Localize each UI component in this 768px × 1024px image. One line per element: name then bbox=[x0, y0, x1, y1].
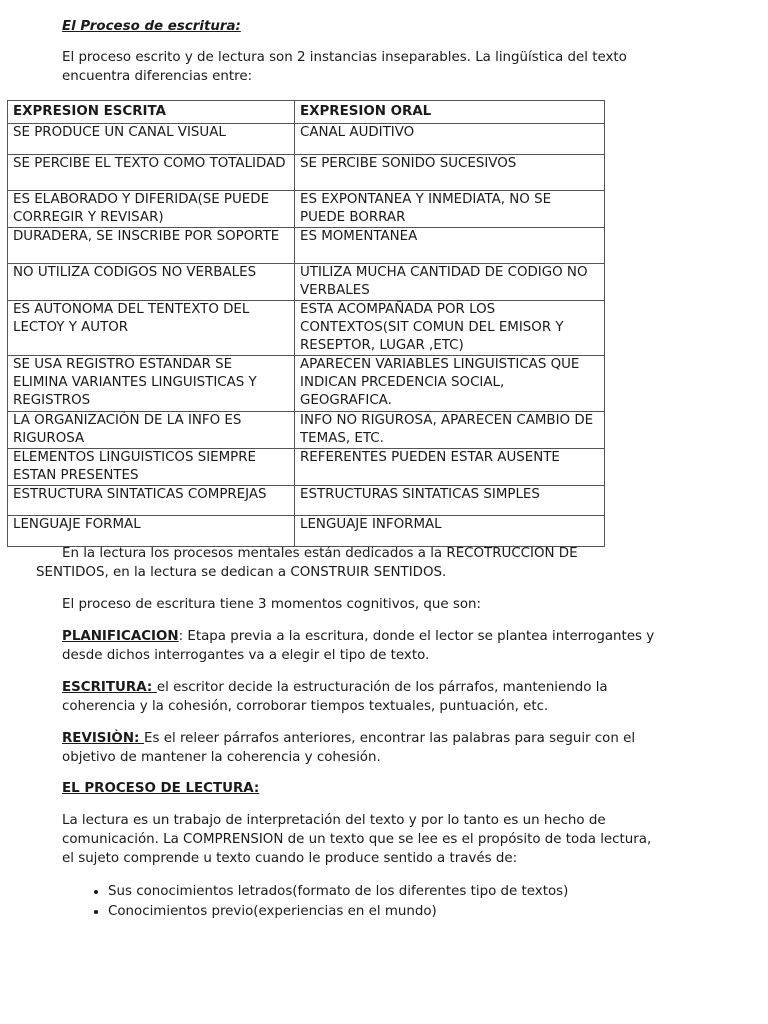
cell-oral: UTILIZA MUCHA CANTIDAD DE CODIGO NO VERBALES bbox=[295, 264, 605, 301]
table-row bbox=[8, 516, 605, 547]
table-row bbox=[8, 264, 605, 301]
cell-written: NO UTILIZA CODIGOS NO VERBALES bbox=[8, 264, 295, 301]
cell-oral: LENGUAJE INFORMAL bbox=[295, 516, 605, 547]
momentos-paragraph: El proceso de escritura tiene 3 momentos cognitivos, que son: bbox=[62, 597, 482, 612]
cell-oral: SE PERCIBE SONIDO SUCESIVOS bbox=[295, 155, 605, 191]
table-row bbox=[8, 412, 605, 449]
reading-paragraph-line1: En la lectura los procesos mentales están dedicados a la RECOTRUCCION DE bbox=[62, 546, 578, 561]
planificacion-label: PLANIFICACION bbox=[62, 629, 179, 644]
lectura-paragraph: La lectura es un trabajo de interpretación del texto y por lo tanto es un hecho de comunicación. La COMPRENSION de un texto que se lee es el propósito de toda lectura, el sujeto comprende u texto cuando le produce sentido a través de: bbox=[62, 813, 652, 866]
bullet-list bbox=[84, 882, 708, 922]
escritura-label: ESCRITURA: bbox=[62, 680, 157, 695]
table-row bbox=[8, 486, 605, 516]
escritura-text: el escritor decide la estructuración de los párrafos, manteniendo la coherencia y la cohesión, corroborar tiempos textuales, puntuación, etc. bbox=[62, 680, 608, 714]
cell-oral: INFO NO RIGUROSA, APARECEN CAMBIO DE TEMAS, ETC. bbox=[295, 412, 605, 449]
revision-label: REVISIÒN: bbox=[62, 731, 145, 746]
revision-paragraph bbox=[62, 729, 682, 767]
cell-written: SE USA REGISTRO ESTANDAR SE ELIMINA VARIANTES LINGUISTICAS Y REGISTROS bbox=[8, 356, 295, 412]
table-row bbox=[8, 356, 605, 412]
table-row bbox=[8, 228, 605, 264]
cell-written: ESTRUCTURA SINTATICAS COMPREJAS bbox=[8, 486, 295, 516]
cell-written: SE PERCIBE EL TEXTO COMO TOTALIDAD bbox=[8, 155, 295, 191]
cell-written: ES ELABORADO Y DIFERIDA(SE PUEDE CORREGIR Y REVISAR) bbox=[8, 191, 295, 228]
cell-oral: ES EXPONTANEA Y INMEDIATA, NO SE PUEDE BORRAR bbox=[295, 191, 605, 228]
planificacion-paragraph bbox=[62, 627, 682, 665]
escritura-paragraph bbox=[62, 678, 682, 716]
list-item: • Sus conocimientos letrados(formato de los diferentes tipo de textos) bbox=[108, 882, 708, 902]
cell-written: ELEMENTOS LINGUISTICOS SIEMPRE ESTAN PRESENTES bbox=[8, 449, 295, 486]
page-title: El Proceso de escritura: bbox=[62, 19, 241, 34]
cell-oral: APARECEN VARIABLES LINGUISTICAS QUE INDICAN PRCEDENCIA SOCIAL, GEOGRAFICA. bbox=[295, 356, 605, 412]
table-row bbox=[8, 301, 605, 356]
table-row bbox=[8, 449, 605, 486]
table-row bbox=[8, 124, 605, 155]
reading-paragraph-line2: SENTIDOS, en la lectura se dedican a CONSTRUIR SENTIDOS. bbox=[36, 565, 447, 580]
table-row bbox=[8, 191, 605, 228]
intro-paragraph: El proceso escrito y de lectura son 2 instancias inseparables. La lingüística del texto encuentra diferencias entre: bbox=[62, 50, 627, 84]
cell-oral: ESTRUCTURAS SINTATICAS SIMPLES bbox=[295, 486, 605, 516]
cell-oral: REFERENTES PUEDEN ESTAR AUSENTE bbox=[295, 449, 605, 486]
header-oral: EXPRESION ORAL bbox=[295, 101, 605, 124]
revision-text: Es el releer párrafos anteriores, encontrar las palabras para seguir con el objetivo de mantener la coherencia y cohesión. bbox=[62, 731, 636, 765]
cell-written: SE PRODUCE UN CANAL VISUAL bbox=[8, 124, 295, 155]
cell-written: ES AUTONOMA DEL TENTEXTO DEL LECTOY Y AUTOR bbox=[8, 301, 295, 356]
cell-written: LA ORGANIZACIÓN DE LA INFO ES RIGUROSA bbox=[8, 412, 295, 449]
cell-written: DURADERA, SE INSCRIBE POR SOPORTE bbox=[8, 228, 295, 264]
list-item: • Conocimientos previo(experiencias en el mundo) bbox=[108, 902, 708, 922]
table-header-row bbox=[8, 101, 605, 124]
cell-oral: ES MOMENTANEA bbox=[295, 228, 605, 264]
header-written: EXPRESION ESCRITA bbox=[8, 101, 295, 124]
table-row bbox=[8, 155, 605, 191]
cell-written: LENGUAJE FORMAL bbox=[8, 516, 295, 547]
cell-oral: CANAL AUDITIVO bbox=[295, 124, 605, 155]
lectura-heading: EL PROCESO DE LECTURA: bbox=[62, 781, 260, 796]
comparison-table bbox=[7, 100, 605, 547]
planificacion-text: : Etapa previa a la escritura, donde el lector se plantea interrogantes y desde dichos interrogantes va a elegir el tipo de texto. bbox=[62, 629, 655, 663]
cell-oral: ESTA ACOMPAÑADA POR LOS CONTEXTOS(SIT COMUN DEL EMISOR Y RESEPTOR, LUGAR ,ETC) bbox=[295, 301, 605, 356]
